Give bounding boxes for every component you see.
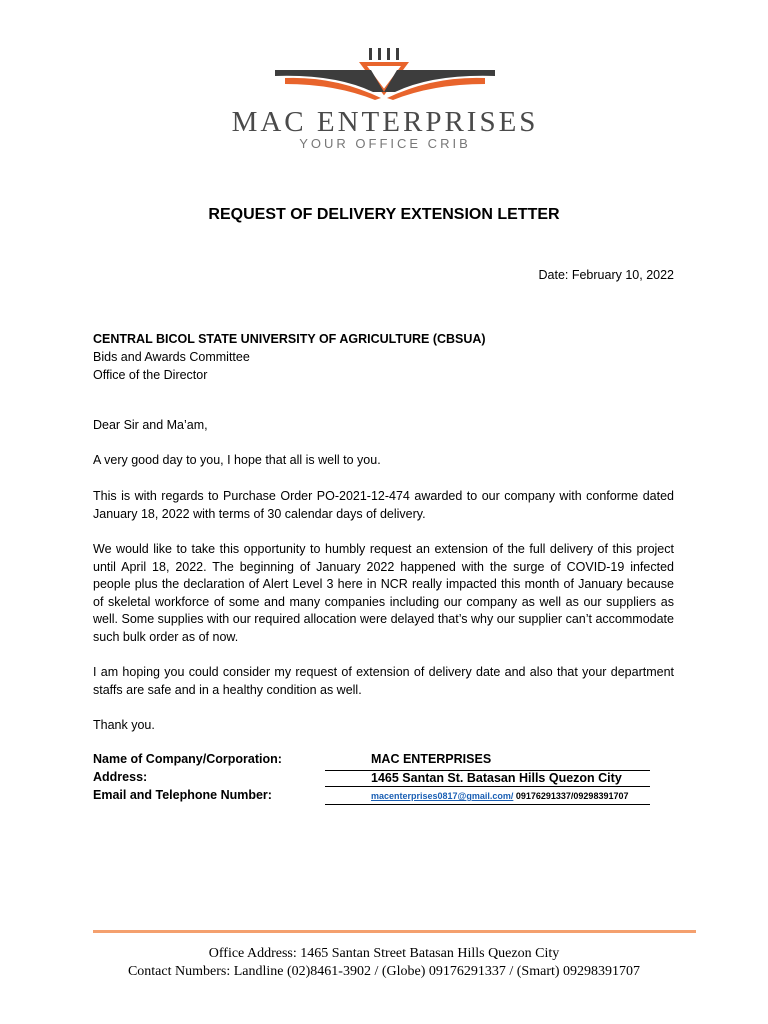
body-paragraph-1: This is with regards to Purchase Order PO-2021-12-474 awarded to our company with conforme dated January 18, 2022 with terms of 30 calendar days of delivery. xyxy=(93,489,674,521)
pencil-stripe-1 xyxy=(369,48,372,60)
addressee-office: Office of the Director xyxy=(93,368,208,382)
letter-date: Date: February 10, 2022 xyxy=(538,268,674,282)
salutation: Dear Sir and Ma’am, xyxy=(93,418,208,432)
body-paragraph-2: We would like to take this opportunity to humbly request an extension of the full delivery of this project until April 18, 2022. The beginning of January 2022 happened with the surge of COVID-19 infected people plus the declaration of Alert Level 3 here in NCR really impacted this month of January because of skeletal workforce of some and many companies including our company as well as our suppliers as well. Some supplies with our required allocation were delayed that’s why our supplier can’t accommodate such bulk order as of now. xyxy=(93,542,674,644)
addressee-block xyxy=(93,330,486,384)
greeting-paragraph: A very good day to you, I hope that all is well to you. xyxy=(93,453,381,467)
addressee-org: CENTRAL BICOL STATE UNIVERSITY OF AGRICULTURE (CBSUA) xyxy=(93,332,486,346)
address-value: 1465 Santan St. Batasan Hills Quezon City xyxy=(325,770,650,787)
phone-numbers: 09176291337/09298391707 xyxy=(513,791,629,801)
address-label: Address: xyxy=(93,770,148,784)
company-label: Name of Company/Corporation: xyxy=(93,752,282,766)
addressee-committee: Bids and Awards Committee xyxy=(93,350,250,364)
company-value: MAC ENTERPRISES xyxy=(371,752,492,766)
letter-title: REQUEST OF DELIVERY EXTENSION LETTER xyxy=(208,206,560,223)
pencil-stripe-3 xyxy=(387,48,390,60)
brand-tagline: YOUR OFFICE CRIB xyxy=(299,136,471,151)
footer-contact-numbers: Contact Numbers: Landline (02)8461-3902 / (Globe) 09176291337 / (Smart) 09298391707 xyxy=(127,964,641,979)
pencil-stripe-4 xyxy=(396,48,399,60)
brand-name: MAC ENTERPRISES xyxy=(231,106,539,138)
contact-value xyxy=(325,788,650,805)
email-link[interactable]: macenterprises0817@gmail.com/ xyxy=(371,791,514,801)
footer-office-address: Office Address: 1465 Santan Street Batasan Hills Quezon City xyxy=(208,946,560,961)
closing: Thank you. xyxy=(93,718,155,732)
contact-label: Email and Telephone Number: xyxy=(93,788,272,802)
body-paragraph-3: I am hoping you could consider my request of extension of delivery date and also that your department staffs are safe and in a healthy condition as well. xyxy=(93,665,674,697)
footer-divider xyxy=(93,930,696,933)
pencil-stripe-2 xyxy=(378,48,381,60)
letterhead-logo xyxy=(150,44,620,154)
